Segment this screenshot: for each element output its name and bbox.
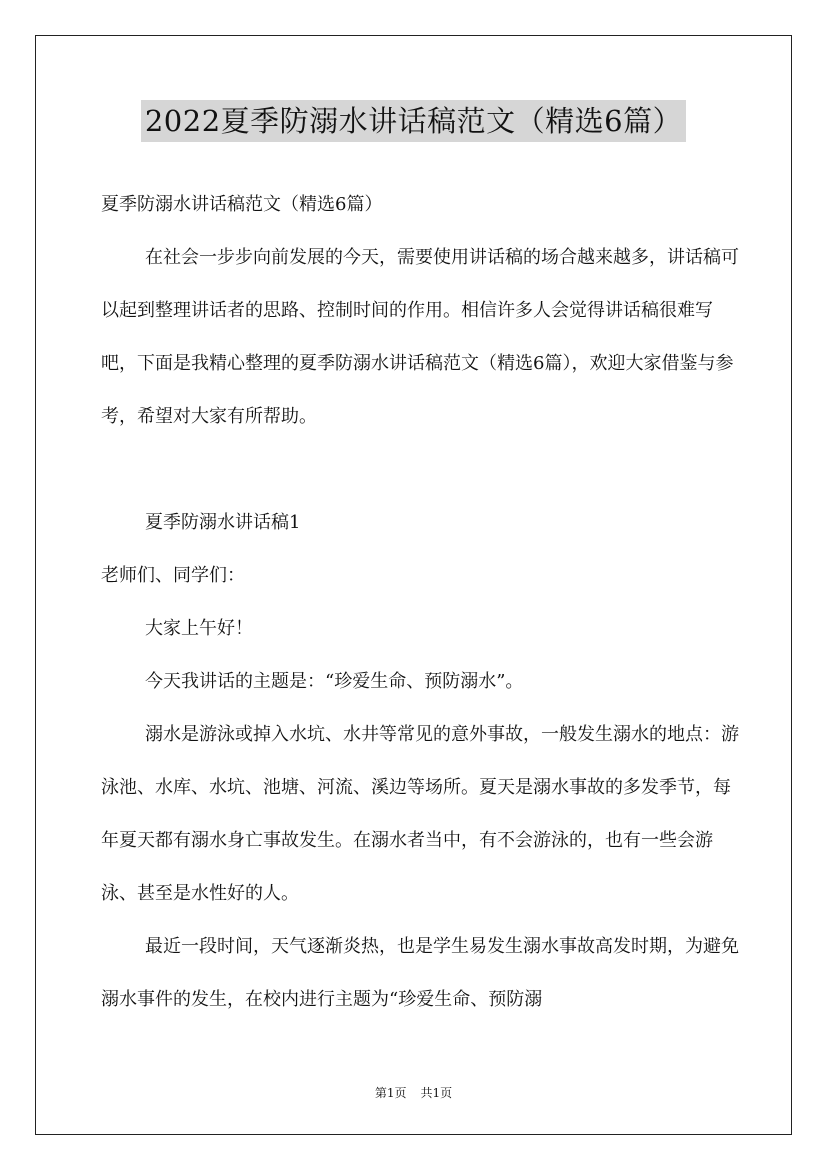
theme-paragraph: 今天我讲话的主题是：“珍爱生命、预防溺水”。: [145, 671, 524, 692]
greeting: 大家上午好！: [145, 618, 253, 639]
document-subtitle: 夏季防溺水讲话稿范文（精选6篇）: [101, 194, 383, 215]
salutation: 老师们、同学们：: [101, 565, 245, 586]
document-body: [101, 178, 741, 1026]
intro-paragraph: 在社会一步步向前发展的今天，需要使用讲话稿的场合越来越多，讲话稿可以起到整理讲话者的思路、控制时间的作用。相信许多人会觉得讲话稿很难写吧，下面是我精心整理的夏季防溺水讲话稿范文（精选6篇），欢迎大家借鉴与参考，希望对大家有所帮助。: [101, 247, 739, 427]
paragraph-drowning-facts: 溺水是游泳或掉入水坑、水井等常见的意外事故，一般发生溺水的地点：游泳池、水库、水坑、池塘、河流、溪边等场所。夏天是溺水事故的多发季节，每年夏天都有溺水身亡事故发生。在溺水者当中，有不会游泳的，也有一些会游泳、甚至是水性好的人。: [101, 724, 739, 904]
page-number-total: 共1页: [420, 1086, 453, 1100]
title-container: [0, 100, 827, 142]
section-heading: 夏季防溺水讲话稿1: [145, 512, 301, 533]
blank-line: [101, 443, 741, 496]
page-footer: [0, 1084, 827, 1101]
paragraph-recent-period: 最近一段时间，天气逐渐炎热，也是学生易发生溺水事故高发时期，为避免溺水事件的发生，在校内进行主题为“珍爱生命、预防溺: [101, 936, 739, 1010]
page-number-current: 第1页: [374, 1086, 407, 1100]
document-title: 2022夏季防溺水讲话稿范文（精选6篇）: [141, 100, 686, 142]
